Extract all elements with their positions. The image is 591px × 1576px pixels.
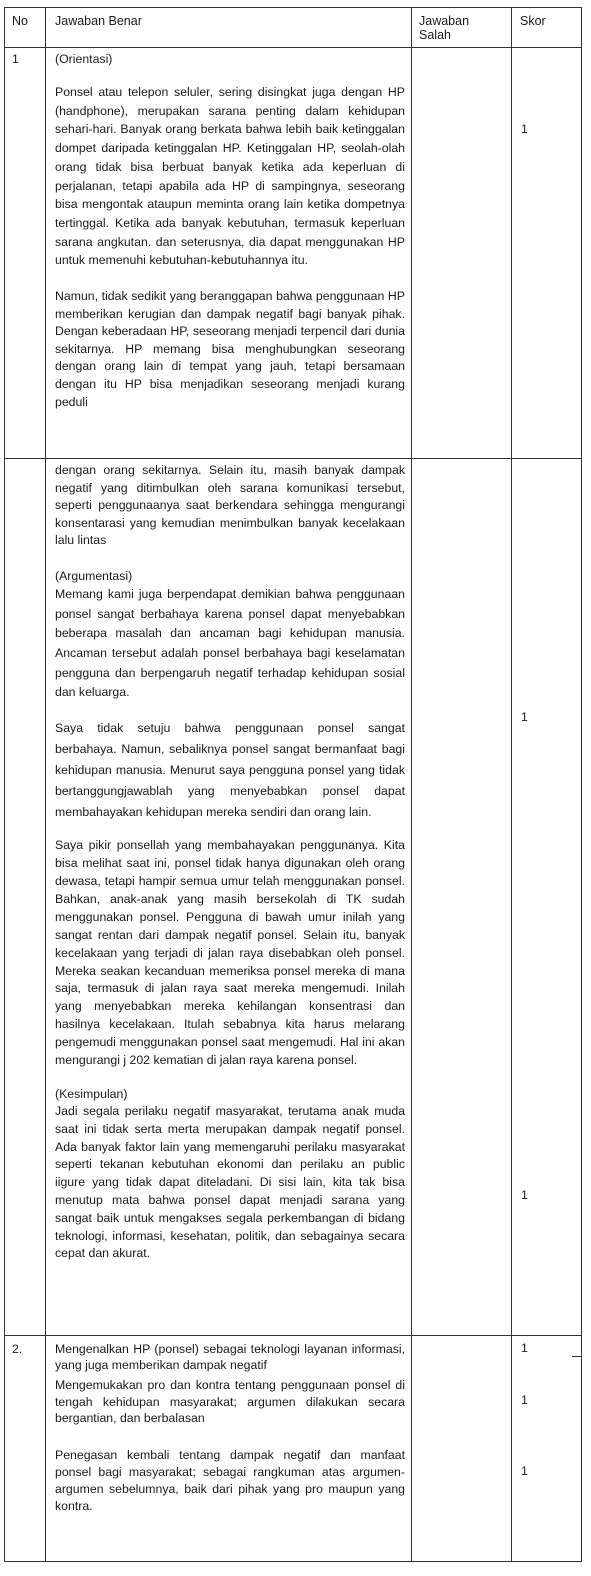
section-label-conclusion: (Kesimpulan) (55, 1086, 128, 1101)
row2-score-3: 1 (521, 1464, 528, 1478)
row1b-score-2: 1 (521, 1188, 528, 1202)
row1-paragraph-2: Namun, tidak sedikit yang beranggapan bahwa penggunaan HP memberikan kerugian dan dampak negatif bagi banyak pihak. Dengan keberadaan HP, seseorang menjadi terpencil dari dunia sekitarnya. HP memang bisa menghubungkan seseorang dengan orang lain di tempat yang jauh, tetapi bersamaan dengan itu HP bisa menjadikan seseorang menjadi kurang peduli (55, 289, 405, 409)
row1b-paragraph-0: dengan orang sekitarnya. Selain itu, masih banyak dampak negatif yang ditimbulkan oleh sarana komunikasi tersebut, seperti penggunaanya saat berkendara sehingga mengurangi konsentarasi yang kemudian menimbulkan banyak kecelakaan lalu lintas (55, 463, 405, 548)
row2-answer (55, 1341, 405, 1515)
row2-number: 2. (12, 1342, 23, 1356)
header-no: No (12, 14, 28, 28)
row1b-paragraph-4: Jadi segala perilaku negatif masyarakat, terutama anak muda saat ini tidak serta merta merupakan dampak negatif ponsel. Ada banyak faktor lain yang memengaruhi perilaku masyarakat seperti tekanan kebutuhan ekonomi dan perilaku an public iigure yang tidak dapat diteladani. Di sisi lain, kita tak bisa menutup mata bahwa ponsel dapat menjadi sarana yang sangat baik untuk mengakses segala perkembangan di bidang teknologi, informasi, kesehatan, politik, dan sebagainya secara cepat dan akurat. (55, 1103, 405, 1261)
header-score: Skor (520, 14, 546, 28)
header-correct-answer: Jawaban Benar (55, 14, 142, 28)
row2-paragraph-2: Mengemukakan pro dan kontra tentang penggunaan ponsel di tengah kehidupan masyarakat; argumen dilakukan secara bergantian, dan berbalasan (55, 1378, 405, 1425)
row1-number: 1 (12, 52, 19, 66)
header-wrong-answer: Jawaban Salah (419, 14, 470, 42)
row1b-paragraph-1: Memang kami juga berpendapat demikian bahwa penggunaan ponsel sangat berbahaya karena ponsel dapat menyebabkan beberapa masalah dan ancaman bagi kehidupan manusia. Ancaman tersebut adalah ponsel berbahaya bagi keselamatan pengguna dan berpengaruh negatif terhadap kehidupan sosial dan keluarga. (55, 586, 405, 700)
table-border-bottom (4, 1561, 582, 1562)
col-divider-3 (511, 7, 512, 1562)
row1-answer (55, 51, 405, 411)
row-divider-1 (4, 458, 582, 459)
row1-continued-answer (55, 462, 405, 1263)
section-label-orientation: (Orientasi) (55, 52, 113, 66)
table-border-left (4, 7, 5, 1562)
row2-paragraph-3: Penegasan kembali tentang dampak negatif dan manfaat ponsel bagi masyarakat; sebagai rangkuman atas argumen-argumen sebelumnya, baik dari pihak yang pro maupun yang kontra. (55, 1447, 405, 1513)
row1b-paragraph-3: Saya pikir ponsellah yang membahayakan penggunanya. Kita bisa melihat saat ini, ponsel tidak hanya digunakan oleh orang dewasa, tetapi hampir semua umur telah menggunakan ponsel. Bahkan, anak-anak yang masih bersekolah di TK sudah menggunakan ponsel. Pengguna di bawah umur inilah yang sangat rentan dari dampak negatif ponsel. Selain itu, banyak kecelakaan yang terjadi di jalan raya disebabkan oleh ponsel. Mereka seakan kecanduan memeriksa ponsel mereka di mana saja, termasuk di jalan raya saat mereka mengemudi. Inilah yang menyebabkan mereka kehilangan konsentrasi dan hasilnya kecelakaan. Itulah sebabnya kita harus melarang pengemudi menggunakan ponsel saat mengemudi. Hal ini akan mengurangi j 202 kematian di jalan raya karena ponsel. (55, 838, 405, 1068)
section-label-argumentation: (Argumentasi) (55, 568, 133, 583)
row1-score: 1 (521, 122, 528, 136)
row1b-score-1: 1 (521, 710, 528, 724)
row2-paragraph-1: Mengenalkan HP (ponsel) sebagai teknologi layanan informasi, yang juga memberikan dampak negatif (55, 1342, 405, 1372)
table-border-right (581, 7, 582, 1562)
row1b-paragraph-2: Saya tidak setuju bahwa penggunaan ponsel sangat berbahaya. Namun, sebaliknya ponsel sangat bermanfaat bagi kehidupan manusia. Menurut saya pengguna ponsel yang tidak bertanggungjawablah yang menyebabkan ponsel dapat membahayakan kehidupan mereka sendiri dan orang lain. (55, 721, 405, 820)
row2-score-2: 1 (521, 1393, 528, 1407)
row2-score-1: 1 (521, 1341, 528, 1355)
row1-paragraph-1: Ponsel atau telepon seluler, sering disingkat juga dengan HP (handphone), merupakan sarana penting dalam kehidupan sehari-hari. Banyak orang berkata bahwa lebih baik ketinggalan dompet daripada ketinggalan HP. Ketinggalan HP, seolah-olah orang tidak bisa berbuat banyak ketika ada keperluan di perjalanan, tetapi apabila ada HP di sampingnya, seseorang bisa mengontak ataupun meminta orang lain ketika dompetnya tertinggal. Ketika ada banyak kebutuhan, termasuk keperluan sarana angkutan. dan seterusnya, dia dapat menggunakan HP untuk memenuhi kebutuhan-kebutuhannya itu. (55, 85, 405, 268)
table-border-top (4, 7, 582, 8)
col-divider-2 (411, 7, 412, 1562)
col-divider-1 (45, 7, 46, 1562)
row-divider-2 (4, 1335, 582, 1336)
header-divider (4, 47, 582, 48)
